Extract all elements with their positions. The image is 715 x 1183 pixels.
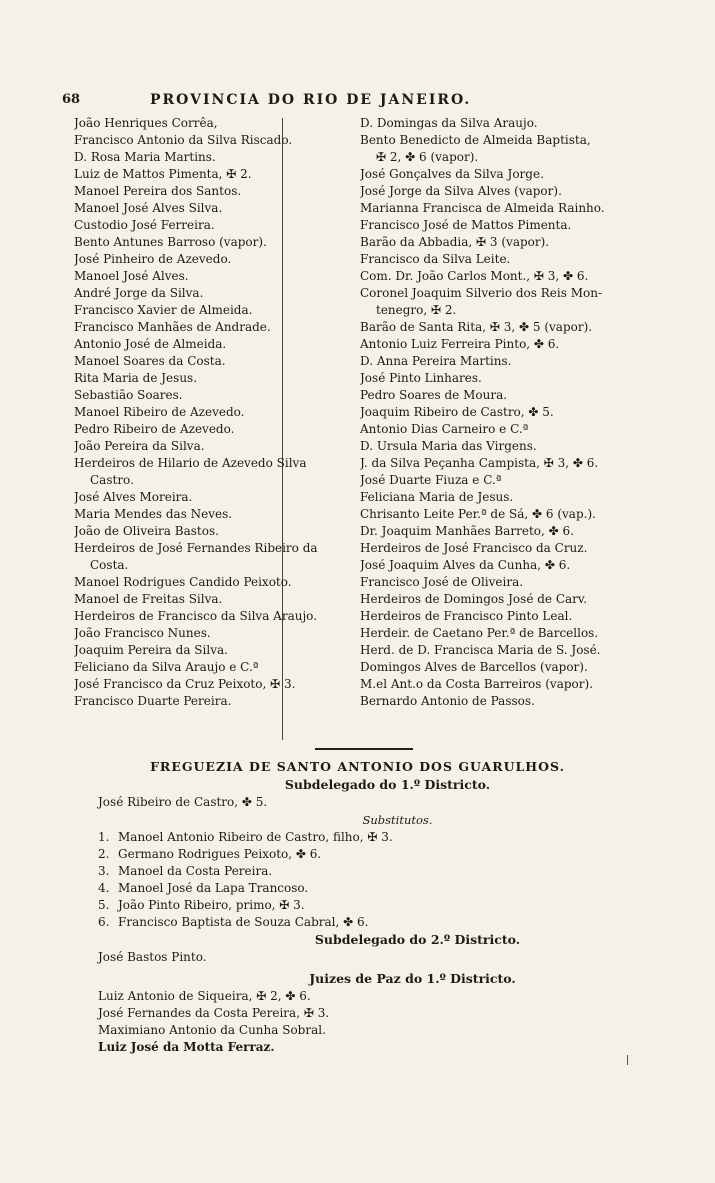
list-item: Sebastião Soares.	[74, 388, 183, 402]
substitute-item	[0, 914, 715, 931]
judges-heading: Juizes de Paz do 1.º Districto.	[309, 971, 516, 986]
running-title: PROVINCIA DO RIO DE JANEIRO.	[150, 92, 472, 108]
list-item: Coronel Joaquim Silverio dos Reis Mon-	[360, 286, 602, 300]
list-item: Dr. Joaquim Manhães Barreto, ✤ 6.	[360, 524, 574, 538]
list-item: Francisco da Silva Leite.	[360, 252, 511, 266]
district1-delegate: José Ribeiro de Castro, ✤ 5.	[98, 795, 268, 809]
list-item: Custodio José Ferreira.	[74, 218, 215, 232]
page-number: 68	[62, 92, 81, 107]
list-item: ✠ 2, ✤ 6 (vapor).	[376, 150, 479, 164]
list-item: Francisco Manhães de Andrade.	[74, 320, 271, 334]
list-item: Feliciano da Silva Araujo e C.ª	[74, 660, 259, 674]
list-item: Francisco José de Mattos Pimenta.	[360, 218, 572, 232]
list-item: M.el Ant.o da Costa Barreiros (vapor).	[360, 677, 594, 691]
list-item: Luiz de Mattos Pimenta, ✠ 2.	[74, 167, 252, 181]
substitute-item	[0, 863, 715, 880]
list-item: Bento Antunes Barroso (vapor).	[74, 235, 267, 249]
list-item: José Francisco da Cruz Peixoto, ✠ 3.	[74, 677, 296, 691]
list-item: Domingos Alves de Barcellos (vapor).	[360, 660, 588, 674]
list-item: Manoel José Alves.	[74, 269, 189, 283]
list-item: Pedro Soares de Moura.	[360, 388, 508, 402]
judge-item: Luiz Antonio de Siqueira, ✠ 2, ✤ 6.	[98, 989, 311, 1003]
district2-delegate: José Bastos Pinto.	[98, 950, 207, 964]
list-item: Herdeiros de Hilario de Azevedo Silva	[74, 456, 307, 470]
substitute-name: Francisco Baptista de Souza Cabral, ✤ 6.	[118, 915, 369, 929]
list-item: João Francisco Nunes.	[74, 626, 211, 640]
section-rule	[315, 748, 413, 750]
list-item: Antonio José de Almeida.	[74, 337, 227, 351]
list-item: Manoel Ribeiro de Azevedo.	[74, 405, 245, 419]
list-item: tenegro, ✠ 2.	[376, 303, 457, 317]
list-item: Herdeiros de José Francisco da Cruz.	[360, 541, 588, 555]
list-item: Francisco Duarte Pereira.	[74, 694, 232, 708]
substitute-number: 5.	[98, 898, 110, 912]
substitute-item	[0, 829, 715, 846]
list-item: Manoel de Freitas Silva.	[74, 592, 223, 606]
list-item: Barão de Santa Rita, ✠ 3, ✤ 5 (vapor).	[360, 320, 593, 334]
list-item: Castro.	[90, 473, 134, 487]
substitute-name: Manoel Antonio Ribeiro de Castro, filho, ✠ 3.	[118, 830, 393, 844]
list-item: J. da Silva Peçanha Campista, ✠ 3, ✤ 6.	[360, 456, 599, 470]
substitute-number: 1.	[98, 830, 110, 844]
substitute-item	[0, 897, 715, 914]
district1-heading: Subdelegado do 1.º Districto.	[284, 777, 491, 792]
list-item: Chrisanto Leite Per.ª de Sá, ✤ 6 (vap.).	[360, 507, 596, 521]
list-item: D. Anna Pereira Martins.	[360, 354, 512, 368]
list-item: José Pinto Linhares.	[360, 371, 482, 385]
judge-item: Luiz José da Motta Ferraz.	[98, 1040, 275, 1054]
list-item: Manoel Rodrigues Candido Peixoto.	[74, 575, 292, 589]
list-item: José Pinheiro de Azevedo.	[74, 252, 232, 266]
district2-heading: Subdelegado do 2.º Districto.	[314, 932, 521, 947]
list-item: Marianna Francisca de Almeida Rainho.	[360, 201, 605, 215]
list-item: Francisco Xavier de Almeida.	[74, 303, 253, 317]
list-item: Bento Benedicto de Almeida Baptista,	[360, 133, 591, 147]
parish-title: FREGUEZIA DE SANTO ANTONIO DOS GUARULHOS.	[150, 759, 565, 774]
left-column	[74, 115, 354, 710]
list-item: Antonio Dias Carneiro e C.ª	[360, 422, 529, 436]
substitute-item	[0, 880, 715, 897]
right-column	[360, 115, 680, 710]
substitute-number: 4.	[98, 881, 110, 895]
substitute-number: 6.	[98, 915, 110, 929]
list-item: Antonio Luiz Ferreira Pinto, ✤ 6.	[360, 337, 560, 351]
list-item: Joaquim Pereira da Silva.	[74, 643, 228, 657]
list-item: Bernardo Antonio de Passos.	[360, 694, 535, 708]
list-item: José Alves Moreira.	[74, 490, 193, 504]
substitute-number: 3.	[98, 864, 110, 878]
list-item: Joaquim Ribeiro de Castro, ✤ 5.	[360, 405, 554, 419]
list-item: Herdeiros de Francisco Pinto Leal.	[360, 609, 573, 623]
list-item: Feliciana Maria de Jesus.	[360, 490, 514, 504]
list-item: Rita Maria de Jesus.	[74, 371, 198, 385]
list-item: Maria Mendes das Neves.	[74, 507, 233, 521]
list-item: Herdeiros de Francisco da Silva Araujo.	[74, 609, 318, 623]
judge-item: Maximiano Antonio da Cunha Sobral.	[98, 1023, 326, 1037]
list-item: André Jorge da Silva.	[74, 286, 204, 300]
list-item: Herdeiros de José Fernandes Ribeiro da	[74, 541, 318, 555]
list-item: Francisco José de Oliveira.	[360, 575, 524, 589]
list-item: Francisco Antonio da Silva Riscado.	[74, 133, 293, 147]
substitute-name: Manoel José da Lapa Trancoso.	[118, 881, 309, 895]
list-item: Barão da Abbadia, ✠ 3 (vapor).	[360, 235, 550, 249]
list-item: D. Rosa Maria Martins.	[74, 150, 216, 164]
list-item: José Jorge da Silva Alves (vapor).	[360, 184, 562, 198]
list-item: Costa.	[90, 558, 129, 572]
substitute-name: Germano Rodrigues Peixoto, ✤ 6.	[118, 847, 322, 861]
list-item: D. Domingas da Silva Araujo.	[360, 116, 538, 130]
list-item: Manoel Soares da Costa.	[74, 354, 226, 368]
substitutes-list	[0, 829, 715, 931]
margin-mark	[627, 1055, 628, 1065]
list-item: Com. Dr. João Carlos Mont., ✠ 3, ✤ 6.	[360, 269, 589, 283]
substitute-number: 2.	[98, 847, 110, 861]
list-item: José Duarte Fiuza e C.ª	[360, 473, 502, 487]
list-item: João Pereira da Silva.	[74, 439, 205, 453]
list-item: Manoel José Alves Silva.	[74, 201, 223, 215]
list-item: Herdeir. de Caetano Per.ª de Barcellos.	[360, 626, 599, 640]
parish-section	[0, 758, 715, 1056]
list-item: Herdeiros de Domingos José de Carv.	[360, 592, 588, 606]
substitute-name: Manoel da Costa Pereira.	[118, 864, 273, 878]
substitute-name: João Pinto Ribeiro, primo, ✠ 3.	[118, 898, 305, 912]
list-item: Herd. de D. Francisca Maria de S. José.	[360, 643, 601, 657]
list-item: Pedro Ribeiro de Azevedo.	[74, 422, 235, 436]
list-item: José Joaquim Alves da Cunha, ✤ 6.	[360, 558, 571, 572]
substitute-item	[0, 846, 715, 863]
list-item: João Henriques Corrêa,	[74, 116, 218, 130]
list-item: João de Oliveira Bastos.	[74, 524, 219, 538]
list-item: Manoel Pereira dos Santos.	[74, 184, 242, 198]
judges-list	[0, 988, 715, 1056]
list-item: José Gonçalves da Silva Jorge.	[360, 167, 544, 181]
substitutes-heading: Substitutos.	[362, 813, 433, 827]
list-item: D. Ursula Maria das Virgens.	[360, 439, 537, 453]
judge-item: José Fernandes da Costa Pereira, ✠ 3.	[98, 1006, 330, 1020]
